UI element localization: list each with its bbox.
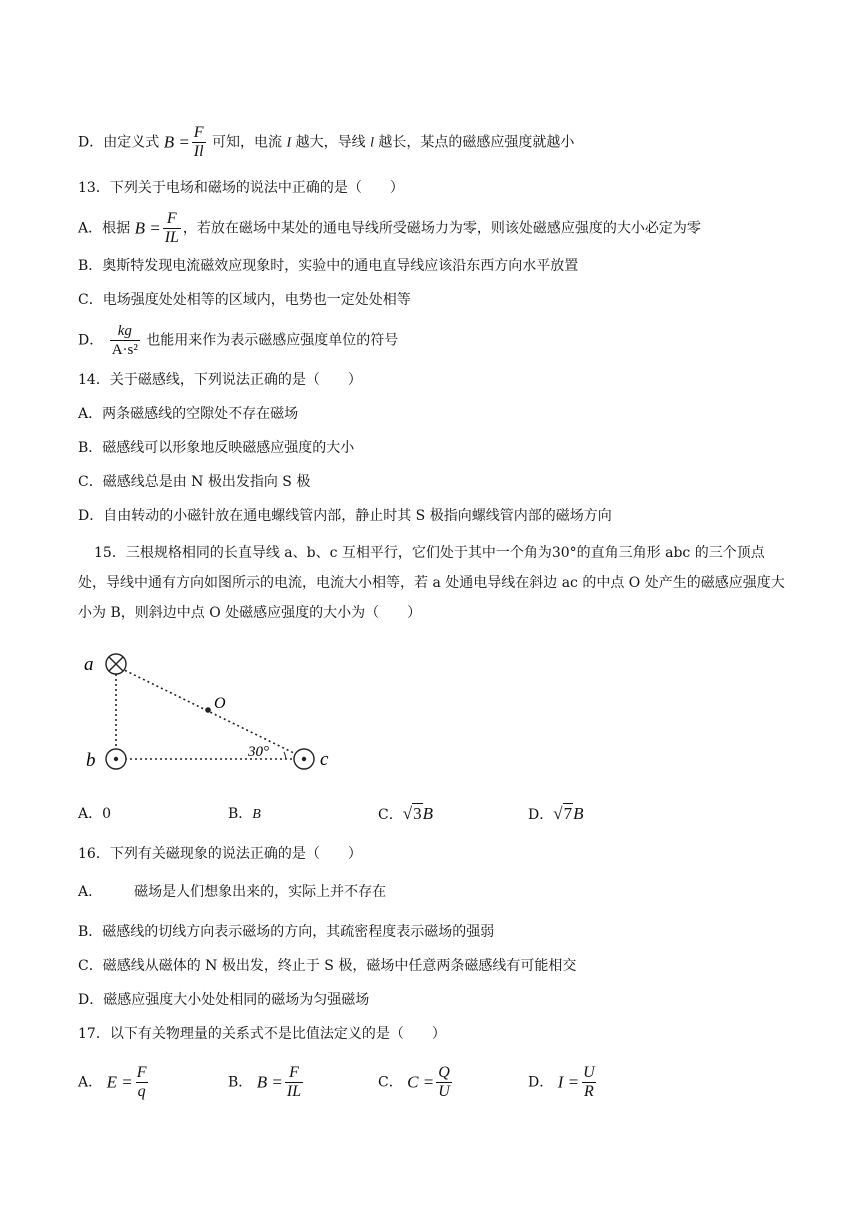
q17-d-lhs: I = bbox=[557, 1072, 580, 1092]
q17-d-fraction bbox=[581, 1064, 597, 1101]
q16-stem: 16．下列有关磁现象的说法正确的是（ ） bbox=[78, 846, 362, 862]
q16-option-b: B．磁感线的切线方向表示磁场的方向，其疏密程度表示磁场的强弱 bbox=[78, 924, 495, 940]
q14-option-b: B．磁感线可以形象地反映磁感应强度的大小 bbox=[78, 440, 355, 456]
q15-option-b bbox=[228, 804, 261, 825]
q17-d-denominator: R bbox=[583, 1083, 594, 1100]
label-angle: 30° bbox=[248, 744, 269, 760]
q17-option-d bbox=[528, 1064, 599, 1101]
q14-option-a: A．两条磁感线的空隙处不存在磁场 bbox=[78, 406, 299, 422]
label-b: b bbox=[86, 750, 96, 771]
q15-b-prefix: B． bbox=[228, 806, 253, 822]
q12-d-formula-lhs: B = bbox=[163, 132, 190, 152]
hypotenuse-ac bbox=[116, 666, 304, 758]
q17-c-numerator: Q bbox=[438, 1064, 450, 1081]
q17-b-denominator: IL bbox=[286, 1083, 302, 1100]
q17-stem: 17．以下有关物理量的关系式不是比值法定义的是（ ） bbox=[78, 1026, 446, 1042]
q13-a-fraction bbox=[163, 210, 181, 247]
q13-option-b: B．奥斯特发现电流磁效应现象时，实验中的通电直导线应该沿东西方向水平放置 bbox=[78, 258, 579, 274]
q14-option-d: D．自由转动的小磁针放在通电螺线管内部，静止时其 S 极指向螺线管内部的磁场方向 bbox=[78, 508, 612, 524]
q13-option-c: C．电场强度处处相等的区域内，电势也一定处处相等 bbox=[78, 292, 411, 308]
wire-a-cross-icon bbox=[106, 654, 126, 674]
q17-option-a bbox=[78, 1064, 150, 1101]
q15-c-radicand: 3 bbox=[413, 804, 422, 823]
midpoint-o-dot bbox=[205, 707, 211, 713]
q16-a-prefix: A． bbox=[78, 884, 103, 900]
q17-c-fraction bbox=[436, 1064, 452, 1101]
q12-d-text-b: 越大，导线 bbox=[295, 134, 366, 151]
q17-b-fraction bbox=[285, 1064, 303, 1101]
q15-stem: 15．三根规格相同的长直导线 a、b、c 互相平行，它们处于其中一个角为30°的直角三角形 abc 的三个顶点处，导线中通有方向如图所示的电流，电流大小相等，若 a 处通电导线在斜边 ac 的中点 O 处产生的磁感应强度大小为 B，则斜边中点 O 处磁感应强度的大小为（ ） bbox=[78, 545, 785, 621]
q13-option-a bbox=[78, 210, 701, 247]
q13-d-denominator: A·s² bbox=[111, 342, 138, 358]
q16-option-a bbox=[78, 882, 386, 902]
wire-b-dot-icon bbox=[106, 749, 126, 769]
q15-d-sqrt: √7 bbox=[553, 804, 573, 823]
q15-b-value: B bbox=[252, 807, 261, 822]
q13-d-text: 也能用来作为表示磁感应强度单位的符号 bbox=[146, 332, 399, 349]
label-a: a bbox=[84, 654, 94, 675]
q13-stem: 13．下列关于电场和磁场的说法中正确的是（ ） bbox=[78, 180, 404, 196]
q12-d-denominator: Il bbox=[193, 143, 204, 160]
q12-d-text-c: 越长，某点的磁感应强度就越小 bbox=[378, 134, 575, 151]
q15-option-a: A．0 bbox=[78, 806, 112, 822]
q13-a-text: ，若放在磁场中某处的通电导线所受磁场力为零，则该处磁感应强度的大小必定为零 bbox=[182, 220, 701, 237]
q12-d-var-l: l bbox=[370, 135, 374, 151]
q15-c-var: B bbox=[422, 804, 433, 823]
q12-d-fraction bbox=[192, 124, 206, 161]
q17-a-lhs: E = bbox=[106, 1072, 133, 1092]
q13-d-numerator: kg bbox=[117, 323, 132, 339]
label-o: O bbox=[214, 695, 226, 712]
q17-b-numerator: F bbox=[289, 1064, 299, 1081]
q17-d-numerator: U bbox=[583, 1064, 595, 1081]
q13-a-formula-lhs: B = bbox=[134, 218, 161, 238]
q17-a-denominator: q bbox=[137, 1083, 146, 1100]
q17-b-lhs: B = bbox=[256, 1072, 283, 1092]
q17-c-denominator: U bbox=[438, 1083, 450, 1100]
q14-stem: 14．关于磁感线，下列说法正确的是（ ） bbox=[78, 372, 362, 388]
q15-option-d bbox=[528, 804, 583, 825]
q15-figure bbox=[78, 644, 348, 778]
q12-d-var-i: I bbox=[286, 135, 292, 151]
q15-d-var: B bbox=[573, 804, 584, 823]
q15-c-prefix: C． bbox=[378, 807, 403, 823]
q15-d-radicand: 7 bbox=[563, 804, 573, 823]
q13-a-prefix: A．根据 bbox=[78, 220, 131, 237]
q15-d-prefix: D． bbox=[528, 807, 554, 823]
q14-option-c: C．磁感线总是由 N 极出发指向 S 极 bbox=[78, 474, 311, 490]
q17-c-lhs: C = bbox=[407, 1072, 435, 1092]
q15-option-c bbox=[378, 804, 433, 825]
wire-c-dot-icon bbox=[294, 749, 314, 769]
label-c: c bbox=[320, 749, 329, 770]
q16-a-text: 磁场是人们想象出来的，实际上并不存在 bbox=[134, 884, 387, 900]
q13-a-denominator: IL bbox=[164, 229, 179, 246]
angle-arc bbox=[284, 752, 286, 759]
q17-a-prefix: A． bbox=[78, 1074, 103, 1091]
q17-a-fraction bbox=[135, 1064, 149, 1101]
q12-d-text-a: 可知，电流 bbox=[212, 134, 283, 151]
q13-option-d bbox=[78, 322, 398, 359]
q17-b-prefix: B． bbox=[228, 1074, 253, 1091]
q17-c-prefix: C． bbox=[378, 1074, 403, 1091]
q13-d-fraction bbox=[110, 322, 140, 359]
q15-c-sqrt: √3 bbox=[402, 804, 422, 823]
q16-option-c: C．磁感线从磁体的 N 极出发，终止于 S 极，磁场中任意两条磁感线有可能相交 bbox=[78, 958, 577, 974]
q16-option-d: D．磁感应强度大小处处相同的磁场为匀强磁场 bbox=[78, 992, 370, 1008]
q17-option-c bbox=[378, 1064, 454, 1101]
q12-d-numerator: F bbox=[193, 124, 204, 141]
q13-a-numerator: F bbox=[166, 210, 177, 227]
q17-option-b bbox=[228, 1064, 305, 1101]
q12-d-prefix: D．由定义式 bbox=[78, 134, 160, 151]
q12-option-d bbox=[78, 124, 574, 161]
q17-a-numerator: F bbox=[136, 1064, 147, 1081]
q17-d-prefix: D． bbox=[528, 1074, 554, 1091]
q13-d-prefix: D． bbox=[78, 332, 104, 349]
